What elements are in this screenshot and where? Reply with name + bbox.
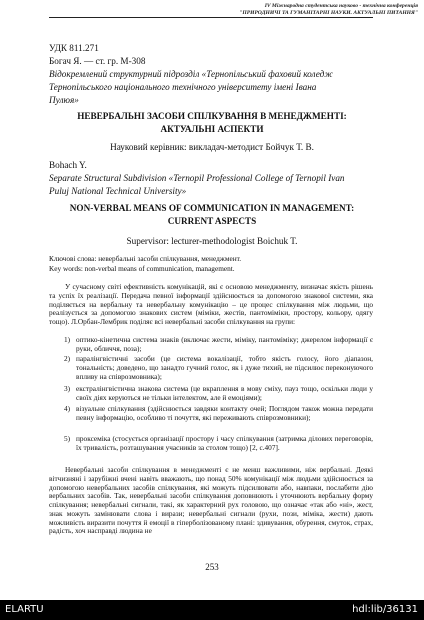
- supervisor-ua: Науковий керівник: викладач-методист Бойчук Т. В.: [110, 142, 314, 152]
- repository-name: ELARTU: [5, 604, 44, 615]
- list-number: 5): [64, 434, 71, 443]
- author-ua: Богач Я. — ст. гр. М-308: [49, 56, 146, 66]
- keywords-en: Key words: non-verbal means of communication, management.: [49, 264, 235, 273]
- list-text: паралінгвістичні засоби (це система вокалізації, тобто якість голосу, його діапазон, тональність; доведено, що занадто гучний голос, як і дуже тихий, не підсилює переконуючого впливу на співрозмовника);: [76, 354, 373, 381]
- list-text: оптико-кінетична система знаків (включає жести, міміку, пантоміміку; джерелом інформації є руки, обличчя, поза);: [76, 335, 373, 353]
- list-number: 4): [64, 404, 71, 413]
- handle-identifier: hdl:lib/36131: [352, 604, 418, 615]
- affiliation-ua-line-3: Пулюя»: [49, 95, 79, 105]
- title-en-line-1: NON-VERBAL MEANS OF COMMUNICATION IN MANAGEMENT:: [69, 203, 355, 213]
- list-number: 3): [64, 384, 71, 393]
- list-text: проксеміка (стосується організації простору і часу спілкування (затримка ділових переговорів, їх тривалість, розташування учасників за столом тощо) [2, c.407].: [76, 434, 373, 452]
- affiliation-ua-line-1: Відокремлений структурний підрозділ «Тернопільський фаховий коледж: [49, 69, 333, 79]
- title-en-line-2: CURRENT ASPECTS: [167, 216, 257, 226]
- list-item: [64, 355, 373, 381]
- list-text: візуальне спілкування (здійснюється завдяки контакту очей; Поглядом також можна передати певну інформацію, особливо ті почуття, які переживають співрозмовники);: [76, 404, 373, 422]
- list-item: [64, 336, 373, 354]
- list-number: 1): [64, 335, 71, 344]
- body-intro-paragraph: У сучасному світі ефективність комунікацій, які є основою менеджменту, визначає якість рішень та успіх їх реалізації. Передача певної інформації здійснюється за допомогою знакової системи, яка поділяється на вербальну та невербальну комунікацію – це процес спілкування між людьми, що реалізується за допомогою знакових систем (міміки, жестів, пантоміміки, простору, кольору, одягу тощо). Л.Орбан-Лембрик поділяє всі невербальні засоби спілкування на групи:: [49, 282, 373, 326]
- title-ua-line-1: НЕВЕРБАЛЬНІ ЗАСОБИ СПІЛКУВАННЯ В МЕНЕДЖМЕНТІ:: [77, 111, 347, 121]
- keywords-ua: Ключові слова: невербальні засоби спілкування, менеджмент.: [49, 254, 242, 263]
- conference-line-2: "ПРИРОДНИЧІ ТА ГУМАНІТАРНІ НАУКИ. АКТУАЛЬНІ ПИТАННЯ": [239, 9, 418, 16]
- supervisor-en: Supervisor: lecturer-methodologist Boichuk T.: [126, 236, 298, 246]
- udk-code: УДК 811.271: [49, 43, 99, 53]
- affiliation-ua-line-2: Тернопільського національного технічного університету імені Івана: [49, 82, 317, 92]
- list-item: [64, 405, 373, 423]
- header-rule: [49, 17, 373, 18]
- page-number: 253: [205, 562, 219, 572]
- list-item: [64, 435, 373, 453]
- conference-header: [0, 3, 418, 16]
- affiliation-en-line-1: Separate Structural Subdivision «Ternopil Professional College of Ternopil Ivan: [49, 173, 345, 183]
- list-number: 2): [64, 354, 71, 363]
- affiliation-en-line-2: Puluj National Technical University»: [49, 186, 187, 196]
- list-item: [64, 385, 373, 403]
- list-text: екстралінгвістична знакова система (це вкраплення в мову сміху, пауз тощо, оскільки люди у своїх діях керуються не тільки інтелектом, але й емоціями);: [76, 384, 373, 402]
- repository-footer-bar: [0, 600, 424, 620]
- body-closing-paragraph: Невербальні засоби спілкування в менеджменті є не менш важливими, ніж вербальні. Деякі вітчизняні і зарубіжні вчені навіть вважають, що понад 50% комунікації між людьми здійснюється за допомогою невербальних засобів спілкування, які можуть підсилювати або, навпаки, послабити дію вербальних засобів. Так, невербальні засоби спілкування доповнюють і уточнюють вербальну форму спілкування; невербальні сигнали, такі, як характерний рух головою, що означає «так або «ні», жест, знак можуть замінювати слова і вирази; невербальні сигнали (рухи, пози, міміка, жести) дають можливість виразити почуття й емоції в гіперболізованому плані: здивування, обурення, смуток, страх, радість, хоч насправді людина не: [49, 465, 373, 536]
- title-ua-line-2: АКТУАЛЬНІ АСПЕКТИ: [160, 124, 264, 134]
- conference-line-1: IV Міжнародна студентська науково - технічна конференція: [264, 3, 418, 9]
- author-en: Bohach Y.: [49, 160, 87, 170]
